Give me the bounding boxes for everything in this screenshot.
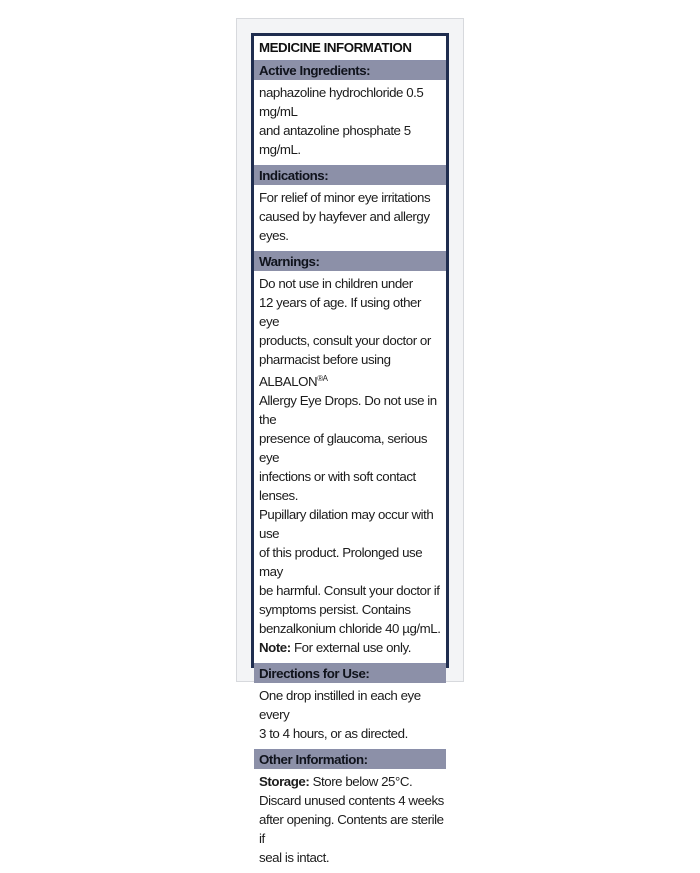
indications-line: For relief of minor eye irritations <box>259 190 431 205</box>
storage-label: Storage: <box>259 774 310 789</box>
note-label: Note: <box>259 640 291 655</box>
warnings-line: presence of glaucoma, serious eye <box>259 431 428 465</box>
warnings-line: benzalkonium chloride 40 µg/mL. <box>259 621 441 636</box>
registered-mark: ®A <box>317 374 328 383</box>
other-information-line: Discard unused contents 4 weeks <box>259 793 444 808</box>
other-information-line: after opening. Contents are sterile if <box>259 812 444 846</box>
warnings-line: Pupillary dilation may occur with use <box>259 507 434 541</box>
warnings-line-with-brand <box>259 350 444 391</box>
medicine-information-panel <box>251 33 449 865</box>
active-ingredients-line: and antazoline phosphate 5 mg/mL. <box>259 123 411 157</box>
active-ingredients-body <box>254 80 446 166</box>
warnings-note <box>259 638 444 657</box>
indications-body <box>254 185 446 252</box>
warnings-line: Allergy Eye Drops. Do not use in the <box>259 393 437 427</box>
warnings-header: Warnings: <box>254 252 446 271</box>
directions-line: 3 to 4 hours, or as directed. <box>259 726 408 741</box>
storage-line <box>259 772 444 791</box>
warnings-line: symptoms persist. Contains <box>259 602 411 617</box>
active-ingredients-line: naphazoline hydrochloride 0.5 mg/mL <box>259 85 424 119</box>
note-text: For external use only. <box>290 640 411 655</box>
warnings-line: products, consult your doctor or <box>259 333 431 348</box>
other-information-body <box>254 769 446 873</box>
active-ingredients-header: Active Ingredients: <box>254 61 446 80</box>
storage-text: Store below 25°C. <box>309 774 413 789</box>
warnings-body <box>254 271 446 664</box>
warnings-line: pharmacist before using ALBALON <box>259 352 391 389</box>
warnings-line: be harmful. Consult your doctor if <box>259 583 440 598</box>
indications-line: caused by hayfever and allergy eyes. <box>259 209 430 243</box>
other-information-header: Other Information: <box>254 750 446 769</box>
warnings-line: Do not use in children under <box>259 276 413 291</box>
warnings-line: 12 years of age. If using other eye <box>259 295 421 329</box>
indications-header: Indications: <box>254 166 446 185</box>
warnings-line: of this product. Prolonged use may <box>259 545 423 579</box>
directions-body <box>254 683 446 750</box>
panel-title: MEDICINE INFORMATION <box>254 36 446 61</box>
other-information-line: seal is intact. <box>259 850 330 865</box>
warnings-line: infections or with soft contact lenses. <box>259 469 416 503</box>
directions-header: Directions for Use: <box>254 664 446 683</box>
directions-line: One drop instilled in each eye every <box>259 688 421 722</box>
